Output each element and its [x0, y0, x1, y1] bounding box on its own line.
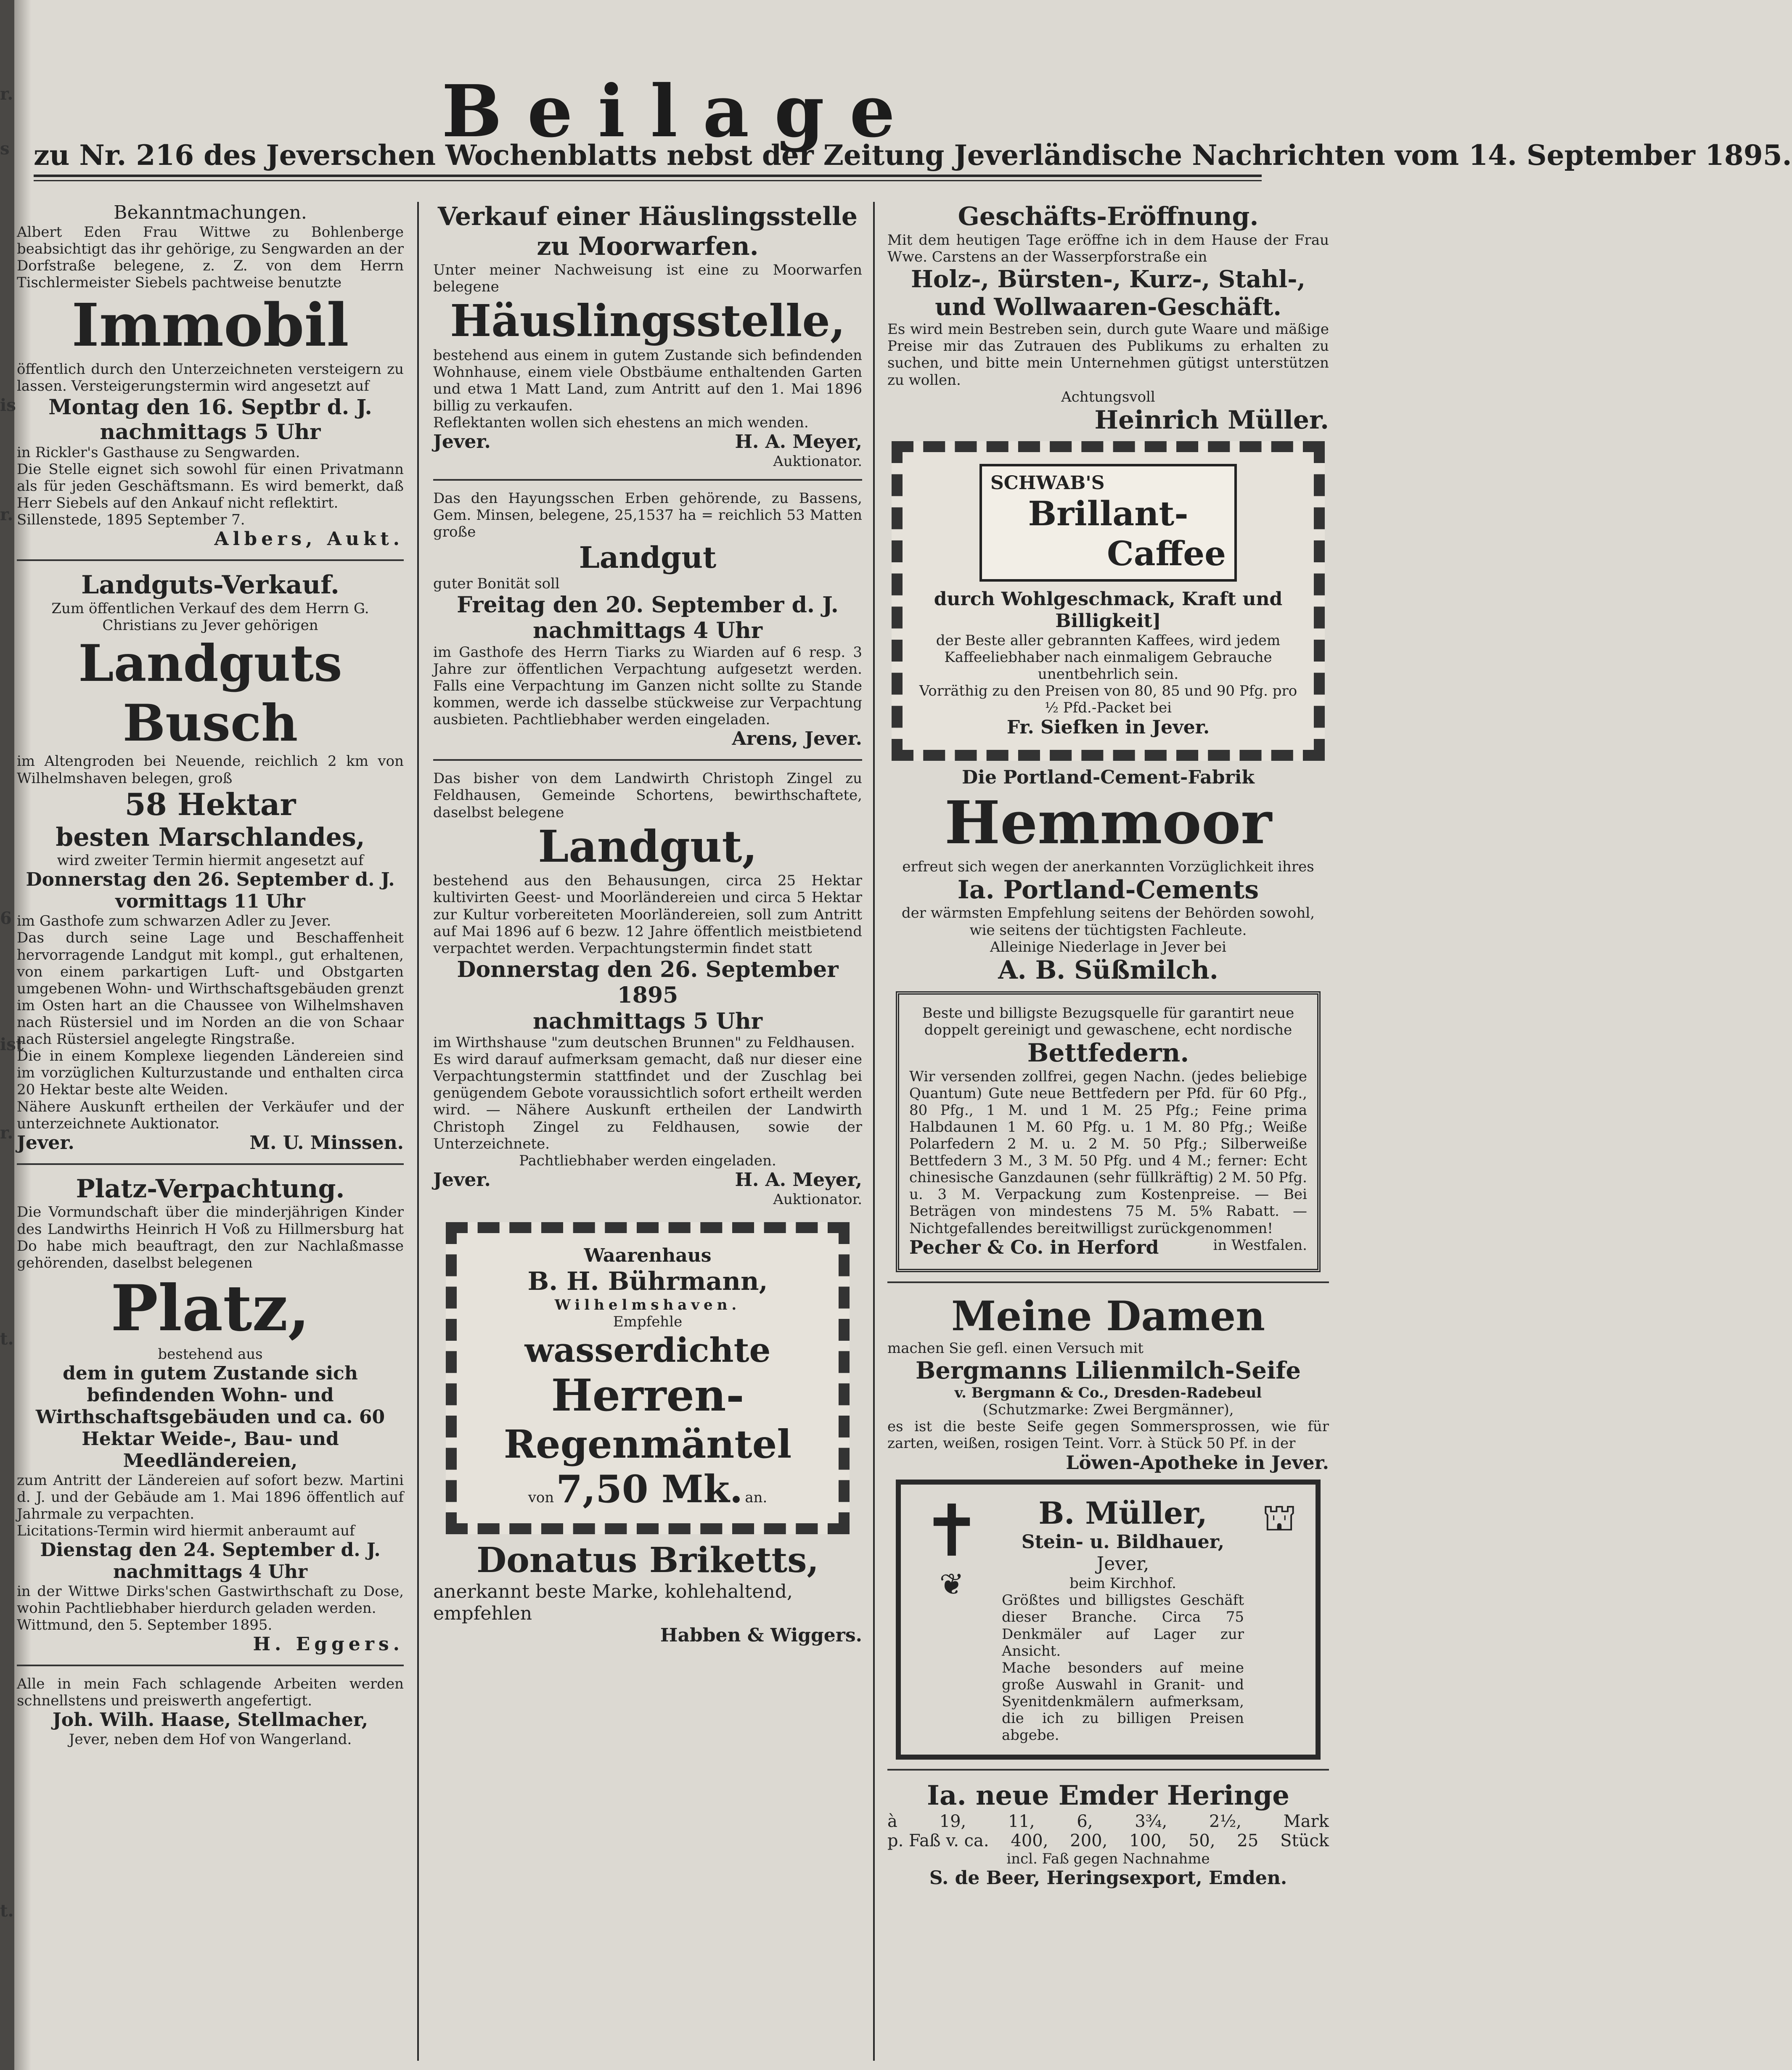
- ad-bildhauer: [896, 1480, 1321, 1760]
- ad-note: Die Stelle eignet sich sowohl für einen Privatmann als für jeden Geschäftsmann. Es wird bemerkt, daß Herr Siebels auf den Ankauf nicht reflektirt.: [17, 461, 404, 512]
- ad-separator: [17, 1163, 404, 1165]
- spacer: [887, 985, 1329, 991]
- ad-dealer: S. de Beer, Heringsexport, Emden.: [929, 1867, 1287, 1889]
- price-unit: Mark: [1283, 1811, 1329, 1831]
- gutter-fragment: is: [0, 395, 16, 415]
- ad-date: Freitag den 20. September d. J.: [457, 592, 839, 618]
- ad-bold: dem in gutem Zustande sich befindenden Wohn- und Wirthschaftsgebäuden und ca. 60 Hektar Weide-, Bau- und Meedländereien,: [35, 1362, 385, 1472]
- ad-text: zum Antritt der Ländereien auf sofort bezw. Martini d. J. und der Gebäude am 1. Mai 1896 öffentlich auf Jahrmale zu verpachten.: [17, 1472, 404, 1522]
- ad-intro: Das bisher von dem Landwirth Christoph Zingel zu Feldhausen, Gemeinde Schortens, bewirthschaftete, daselbst belegene: [433, 770, 862, 821]
- ad-title: Hemmoor: [944, 789, 1272, 858]
- ad-place: im Wirthshause "zum deutschen Brunnen" zu Feldhausen.: [433, 1034, 855, 1051]
- ad-sig-place: in Westfalen.: [1213, 1236, 1307, 1254]
- gutter-fragment: r.: [0, 84, 13, 104]
- ad-desc: Nähere Auskunft ertheilen der Verkäufer und der unterzeichnete Auktionator.: [17, 1098, 404, 1132]
- masthead-title: Beilage: [442, 69, 921, 154]
- ad-size: 58 Hektar: [124, 786, 296, 822]
- ad-line: Vorräthig zu den Preisen von 80, 85 und 90 Pfg. pro ½ Pfd.-Packet bei: [919, 683, 1297, 717]
- spacer: [433, 1534, 862, 1540]
- ad-heading: Landguts-Verkauf.: [81, 570, 339, 600]
- ad-desc: Das durch seine Lage und Beschaffenheit hervorragende Landgut mit kompl., gut erhaltenen, von einem parkartigen Luft- und Obstgarten umgebenen Wohn- und Wirthschaftsgebäuden grenzt im Osten hart an die Chaussee von Wilhelmshaven nach Rüstersiel und im Norden an die von Schaar nach Rüstersiel angelegte Ringstraße.: [17, 929, 404, 1048]
- ad-text: Größtes und billigstes Geschäft dieser Branche. Circa 75 Denkmäler auf Lager zur Ansicht.: [1002, 1592, 1244, 1660]
- ad-title: Landgut,: [538, 820, 757, 872]
- ad-heringe: [887, 1780, 1329, 1889]
- ad-title: Immobil: [71, 291, 349, 360]
- ad-signature-row: [433, 1169, 862, 1191]
- ad-address: Jever, neben dem Hof von Wangerland.: [69, 1731, 352, 1748]
- ad-text: anerkannt beste Marke, kohlehaltend, empfehlen: [433, 1581, 793, 1625]
- price-cell: 6,: [1077, 1811, 1093, 1831]
- ad-signature: Albers, Aukt.: [214, 528, 404, 550]
- ad-price-row: [469, 1467, 827, 1511]
- count-cell: 200,: [1070, 1831, 1108, 1850]
- count-cell: 50,: [1188, 1831, 1215, 1850]
- ad-line: Regenmäntel: [503, 1421, 792, 1467]
- ad-product: Bergmanns Lilienmilch-Seife: [915, 1356, 1301, 1384]
- count-row: [887, 1831, 1329, 1850]
- ad-separator: [17, 1665, 404, 1666]
- brand-logo-box: [979, 464, 1237, 582]
- ad-line: Empfehle: [613, 1313, 683, 1330]
- ad-title: Holz-, Bürsten-, Kurz-, Stahl-, und Wollwaaren-Geschäft.: [911, 265, 1306, 321]
- ad-signature-row: [17, 1132, 404, 1154]
- ad-text: Wir versenden zollfrei, gegen Nachn. (jedes beliebige Quantum) Gute neue Bettfedern per Pfd. für 60 Pfg., 80 Pfg., 1 M. und 1 M. 25 Pfg.; Feine prima Halbdaunen 1 M. 60 Pfg. u. 1 M. 80 Pfg.; Weiße Polarfedern 2 M. u. 2 M. 50 Pfg.; Silberweiße Bettfedern 3 M., 3 M. 50 Pfg. und 4 M.; ferner: Echt chinesische Ganzdaunen (sehr füllkräftig) 2 M. 50 Pfg. u. 3 M. Verpackung zum Kostenpreise. — Bei Beträgen von mindestens 75 M. 5% Rabatt. — Nichtgefallendes bereitwilligst zurückgenommen!: [909, 1068, 1307, 1237]
- ad-title: Ia. neue Emder Heringe: [927, 1780, 1289, 1812]
- ad-dateline: Wittmund, den 5. September 1895.: [17, 1616, 273, 1633]
- ad-sub: guter Bonität soll: [433, 575, 560, 593]
- ad-intro: Die Vormundschaft über die minderjährigen Kinder des Landwirths Heinrich H Voß zu Hillmersburg hat Do habe mich beauftragt, den zur Nachlaßmasse gehörenden, daselbst belegenen: [17, 1204, 404, 1271]
- ad-signature-row: [433, 431, 862, 453]
- gutter-fragment: ist: [0, 1035, 24, 1054]
- ad-price-prefix: von: [528, 1489, 554, 1506]
- spacer: [433, 1208, 862, 1214]
- gutter-fragment: s: [0, 139, 10, 159]
- header-rule-thin: [34, 180, 1262, 181]
- ad-buehrmann: [446, 1222, 850, 1535]
- ad-line: der Beste aller gebrannten Kaffees, wird jedem Kaffeeliebhaber nach einmaligem Gebrauche unentbehrlich sein.: [936, 632, 1281, 683]
- price-cell: 3¾,: [1135, 1811, 1167, 1831]
- ad-text: Mache besonders auf meine große Auswahl in Granit- und Syenitdenkmälern aufmerksam, die ich zu billigen Preisen abgebe.: [1002, 1659, 1244, 1744]
- ad-text: bestehend aus den Behausungen, circa 25 Hektar kultivirten Geest- und Moorländereien und circa 5 Hektar zur Kultur vorbereiteten Moorländereien, soll zum Antritt auf Mai 1896 auf 6 bezw. 12 Jahre öffentlich meistbietend verpachtet werden. Verpachtungstermin findet statt: [433, 872, 862, 957]
- ad-sig-place: Jever.: [17, 1132, 74, 1154]
- ad-title: Landgut: [579, 540, 717, 575]
- ad-heading: Platz-Verpachtung.: [76, 1174, 345, 1204]
- ad-haase: [17, 1676, 404, 1748]
- ad-signature: H. A. Meyer,: [735, 1169, 862, 1191]
- ad-landguts-verkauf: [17, 570, 404, 1154]
- gutter-fragment: 6: [0, 908, 12, 928]
- bildhauer-text: [1002, 1496, 1244, 1744]
- ad-signature: H. Eggers.: [253, 1633, 404, 1655]
- ad-signature: Heinrich Müller.: [1094, 405, 1329, 435]
- ad-term: Licitations-Termin wird hiermit anberaumt auf: [17, 1522, 355, 1539]
- ad-line: wasserdichte: [524, 1330, 771, 1370]
- spacer: [887, 1474, 1329, 1480]
- ad-maker: v. Bergmann & Co., Dresden-Radebeul: [954, 1384, 1262, 1402]
- column-divider: [873, 202, 875, 2061]
- ad-signature: H. A. Meyer,: [735, 431, 862, 453]
- ad-dealer: A. B. Süßmilch.: [998, 955, 1218, 985]
- ad-sig-role: Auktionator.: [773, 453, 862, 470]
- ad-title: Platz,: [111, 1271, 310, 1345]
- ad-city: Wilhelmshaven.: [554, 1296, 741, 1313]
- ad-text: erfreut sich wegen der anerkannten Vorzüglichkeit ihres: [902, 858, 1314, 875]
- ad-donatus: [433, 1540, 862, 1646]
- column-divider: [417, 202, 419, 2061]
- ad-separator: [887, 1281, 1329, 1283]
- ad-text: Alleinige Niederlage in Jever bei: [990, 938, 1226, 956]
- ad-date: Donnerstag den 26. September 1895: [457, 956, 839, 1009]
- ad-line: durch Wohlgeschmack, Kraft und Billigkeit]: [934, 588, 1283, 632]
- ad-text: der wärmsten Empfehlung seitens der Behörden sowohl, wie seitens der tüchtigsten Fachleute.: [901, 905, 1315, 939]
- ad-mark: (Schutzmarke: Zwei Bergmänner),: [982, 1401, 1234, 1419]
- ad-lead: Beste und billigste Bezugsquelle für garantirt neue doppelt gereinigt und gewaschene, echt nordische: [922, 1004, 1294, 1038]
- ad-note: incl. Faß gegen Nachnahme: [1006, 1850, 1210, 1867]
- ad-role: Stein- u. Bildhauer,: [1021, 1531, 1225, 1553]
- price-cell: 19,: [939, 1811, 966, 1831]
- ad-title: Donatus Briketts,: [476, 1540, 819, 1581]
- ad-schwab-caffee: [892, 441, 1325, 761]
- ad-date: Dienstag den 24. September d. J.: [40, 1539, 381, 1561]
- ad-name: B. Müller,: [1038, 1495, 1207, 1531]
- ad-note: Es wird darauf aufmerksam gemacht, daß nur dieser eine Verpachtungstermin stattfindet und der Zuschlag bei genügendem Gebote voraussichtlich sofort ertheilt werden wird. — Nähere Auskunft ertheilen der Landwirth Christoph Zingel zu Feldhausen, sowie der Unterzeichnete.: [433, 1051, 862, 1152]
- price-prefix: à: [887, 1811, 897, 1831]
- count-unit: Stück: [1280, 1831, 1329, 1850]
- ad-signature: M. U. Minssen.: [249, 1132, 404, 1154]
- ad-text: öffentlich durch den Unterzeichneten versteigern zu lassen. Versteigerungstermin wird angesetzt auf: [17, 360, 404, 394]
- count-cell: 25: [1237, 1831, 1259, 1850]
- ad-signature: Pecher & Co. in Herford: [909, 1236, 1159, 1258]
- spacer: [887, 435, 1329, 441]
- ad-immobil: [17, 202, 404, 550]
- ad-sig-place: Jever.: [433, 1169, 491, 1191]
- ad-text: Es wird mein Bestreben sein, durch gute Waare und mäßige Preise mir das Zutrauen des Publikums zu erhalten zu suchen, und bitte mein Unternehmen gütigst unterstützen zu wollen.: [887, 321, 1329, 389]
- ad-text: es ist die beste Seife gegen Sommersprossen, wie für zarten, weißen, rosigen Teint. Vorr. à Stück 50 Pf. in der: [887, 1418, 1329, 1452]
- ad-title: Landguts Busch: [78, 634, 342, 753]
- ad-separator: [433, 759, 862, 761]
- count-prefix: p. Faß v. ca.: [887, 1831, 989, 1850]
- ad-place: Jever,: [1096, 1553, 1149, 1575]
- ad-intro: Albert Eden Frau Wittwe zu Bohlenberge beabsichtigt das ihr gehörige, zu Sengwarden an der Dorfstraße belegene, z. Z. von dem Herrn Tischlermeister Siebels pachtweise benutzte: [17, 223, 404, 291]
- gutter-fragment: r.: [0, 505, 13, 524]
- ad-intro: Mit dem heutigen Tage eröffne ich in dem Hause der Frau Wwe. Carstens an der Wasserpforstraße ein: [887, 231, 1329, 265]
- monument-emblem: [1254, 1496, 1305, 1744]
- ad-place: in Rickler's Gasthause zu Sengwarden.: [17, 444, 300, 461]
- ad-sig-place: Jever.: [433, 431, 491, 453]
- ad-text: Alle in mein Fach schlagende Arbeiten werden schnellstens und preiswerth angefertigt.: [17, 1675, 404, 1710]
- price-cell: 11,: [1008, 1811, 1035, 1831]
- ad-location: im Altengroden bei Neuende, reichlich 2 km von Wilhelmshaven belegen, groß: [17, 753, 404, 787]
- brand-line: Brillant-: [1028, 494, 1188, 534]
- ad-sub: bestehend aus: [158, 1345, 263, 1363]
- header-rule: [34, 175, 1262, 177]
- ad-landgut-feldhausen: [433, 770, 862, 1208]
- ad-closing: Achtungsvoll: [1061, 388, 1155, 405]
- ad-company: B. H. Bührmann,: [527, 1266, 768, 1296]
- ad-platz: [17, 1174, 404, 1655]
- ad-date: Donnerstag den 26. September d. J.: [26, 869, 395, 891]
- ad-signature: Habben & Wiggers.: [660, 1625, 862, 1646]
- ad-desc: Die in einem Komplexe liegenden Ländereien sind im vorzüglichen Kulturzustande und enthalten circa 20 Hektar beste alte Weiden.: [17, 1048, 404, 1099]
- issue-line: zu Nr. 216 des Jeverschen Wochenblatts nebst der Zeitung Jeverländische Nachrichten vom 14. September 1895.: [34, 139, 1792, 172]
- ad-dealer: Löwen-Apotheke in Jever.: [1066, 1452, 1329, 1474]
- count-cell: 400,: [1011, 1831, 1048, 1850]
- ad-date: Montag den 16. Septbr d. J.: [48, 394, 372, 419]
- ad-intro: Das den Hayungsschen Erben gehörende, zu Bassens, Gem. Minsen, belegene, 25,1537 ha = reichlich 53 Matten große: [433, 490, 862, 541]
- ad-address: beim Kirchhof.: [1069, 1575, 1176, 1592]
- ad-note: Reflektanten wollen sich ehestens an mich wenden.: [433, 414, 809, 431]
- gutter-fragment: r.: [0, 1123, 13, 1143]
- ad-text: im Gasthofe des Herrn Tiarks zu Wiarden auf 6 resp. 3 Jahre zur öffentlichen Verpachtung aufgesetzt werden. Falls eine Verpachtung im Ganzen nicht sollte zu Stande kommen, werde ich dasselbe stückweise zur Verpachtung ausbieten. Pachtliebhaber werden eingeladen.: [433, 643, 862, 728]
- ad-time: nachmittags 4 Uhr: [113, 1561, 308, 1583]
- ad-title: Häuslingsstelle,: [450, 294, 845, 347]
- ad-price: 7,50 Mk.: [556, 1467, 743, 1512]
- ad-quality: besten Marschlandes,: [56, 822, 365, 852]
- brand-small: SCHWAB'S: [990, 472, 1105, 494]
- cross-emblem: [912, 1490, 992, 1744]
- ad-signature-row: [909, 1237, 1307, 1259]
- ad-product: Ia. Portland-Cements: [957, 875, 1259, 905]
- ad-time: nachmittags 4 Uhr: [532, 618, 763, 644]
- ad-invite: Pachtliebhaber werden eingeladen.: [519, 1152, 776, 1169]
- column-2: [433, 202, 862, 2061]
- ad-time: nachmittags 5 Uhr: [532, 1008, 763, 1034]
- ad-time: nachmittags 5 Uhr: [100, 419, 321, 444]
- ad-sig-role: Auktionator.: [773, 1191, 862, 1208]
- ad-hemmoor: [887, 767, 1329, 985]
- price-cell: 2½,: [1209, 1811, 1241, 1831]
- ad-name: Joh. Wilh. Haase, Stellmacher,: [52, 1709, 368, 1731]
- ad-haeuslingsstelle: [433, 202, 862, 470]
- ad-signature: Arens, Jever.: [732, 728, 862, 750]
- ad-line: machen Sie gefl. einen Versuch mit: [887, 1339, 1143, 1357]
- brand-line: Caffee: [1107, 533, 1226, 573]
- ad-intro: Unter meiner Nachweisung ist eine zu Moorwarfen belegene: [433, 261, 862, 295]
- cross-icon: ✝: [921, 1490, 982, 1573]
- ad-line: Herren-: [551, 1369, 744, 1421]
- column-1: [17, 202, 404, 2061]
- ad-term: wird zweiter Termin hiermit angesetzt auf: [57, 852, 364, 869]
- ad-bettfedern: [896, 991, 1321, 1272]
- ad-separator: [887, 1769, 1329, 1771]
- gutter-fragment: t.: [0, 1329, 14, 1349]
- ad-text: bestehend aus einem in gutem Zustande sich befindenden Wohnhause, einem viele Obstbäume enthaltenden Garten und etwa 1 Matt Land, zum Antritt auf den 1. Mai 1896 billig zu verkaufen.: [433, 347, 862, 414]
- monument-icon: ⛫: [1262, 1496, 1297, 1540]
- ad-heading: Verkauf einer Häuslingsstelle zu Moorwarfen.: [437, 202, 858, 261]
- ad-landgut-bassens: [433, 490, 862, 750]
- ad-place: im Gasthofe zum schwarzen Adler zu Jever.: [17, 913, 331, 930]
- ad-dealer: Fr. Siefken in Jever.: [1006, 716, 1210, 738]
- ad-geschaefts-eroeffnung: [887, 202, 1329, 435]
- column-3: [887, 202, 1329, 2061]
- ad-meine-damen: [887, 1292, 1329, 1474]
- gutter-fragment: t.: [0, 1901, 14, 1921]
- ad-dateline: Sillenstede, 1895 September 7.: [17, 511, 245, 529]
- ad-price-suffix: an.: [745, 1489, 768, 1506]
- count-cell: 100,: [1129, 1831, 1167, 1850]
- wreath-icon: ❦: [939, 1567, 964, 1602]
- ad-time: vormittags 11 Uhr: [115, 891, 305, 913]
- ad-line: Waarenhaus: [584, 1244, 712, 1266]
- ad-heading: Die Portland-Cement-Fabrik: [962, 767, 1255, 789]
- ad-heading: Bekanntmachungen.: [114, 202, 307, 223]
- ad-title: Meine Damen: [951, 1292, 1265, 1340]
- spacer: [887, 761, 1329, 767]
- ad-place: in der Wittwe Dirks'schen Gastwirthschaft zu Dose, wohin Pachtliebhaber hierdurch geladen werden.: [17, 1583, 404, 1617]
- ad-heading: Geschäfts-Eröffnung.: [958, 202, 1259, 231]
- ad-title: Bettfedern.: [1027, 1038, 1189, 1068]
- ad-intro: Zum öffentlichen Verkauf des dem Herrn G. Christians zu Jever gehörigen: [51, 600, 369, 634]
- ad-separator: [17, 559, 404, 561]
- price-row: [887, 1812, 1329, 1831]
- ad-separator: [433, 479, 862, 481]
